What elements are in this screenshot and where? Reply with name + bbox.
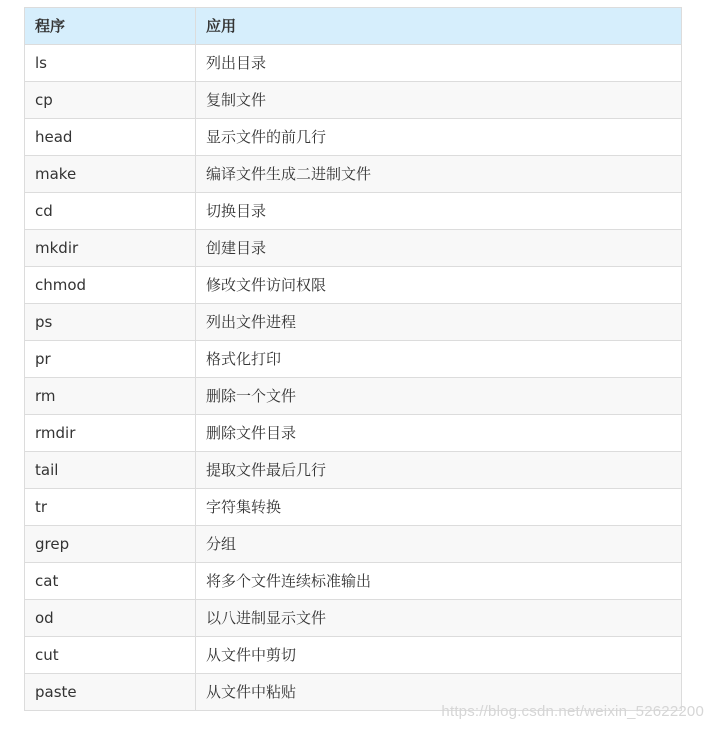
application-cell: 删除文件目录 — [196, 415, 682, 452]
table-row — [25, 489, 682, 526]
application-cell: 切换目录 — [196, 193, 682, 230]
table-row — [25, 452, 682, 489]
program-cell: cat — [25, 563, 196, 600]
program-cell: grep — [25, 526, 196, 563]
table-row — [25, 230, 682, 267]
application-cell: 字符集转换 — [196, 489, 682, 526]
application-cell: 显示文件的前几行 — [196, 119, 682, 156]
application-cell: 将多个文件连续标准输出 — [196, 563, 682, 600]
table-row — [25, 378, 682, 415]
program-cell: ps — [25, 304, 196, 341]
table-header-row — [25, 8, 682, 45]
application-cell: 复制文件 — [196, 82, 682, 119]
application-cell: 以八进制显示文件 — [196, 600, 682, 637]
table-row — [25, 45, 682, 82]
program-cell: cp — [25, 82, 196, 119]
application-cell: 分组 — [196, 526, 682, 563]
application-cell: 列出文件进程 — [196, 304, 682, 341]
table-row — [25, 341, 682, 378]
program-cell: ls — [25, 45, 196, 82]
application-cell: 从文件中粘贴 — [196, 674, 682, 711]
program-cell: tr — [25, 489, 196, 526]
command-table — [24, 7, 682, 711]
table-row — [25, 82, 682, 119]
program-cell: rm — [25, 378, 196, 415]
program-cell: paste — [25, 674, 196, 711]
table-row — [25, 415, 682, 452]
program-cell: head — [25, 119, 196, 156]
program-cell: chmod — [25, 267, 196, 304]
header-application: 应用 — [196, 8, 682, 45]
application-cell: 创建目录 — [196, 230, 682, 267]
program-cell: mkdir — [25, 230, 196, 267]
application-cell: 从文件中剪切 — [196, 637, 682, 674]
table-row — [25, 119, 682, 156]
application-cell: 编译文件生成二进制文件 — [196, 156, 682, 193]
program-cell: pr — [25, 341, 196, 378]
table-row — [25, 637, 682, 674]
table-row — [25, 267, 682, 304]
program-cell: tail — [25, 452, 196, 489]
application-cell: 修改文件访问权限 — [196, 267, 682, 304]
table-row — [25, 600, 682, 637]
table-row — [25, 563, 682, 600]
application-cell: 列出目录 — [196, 45, 682, 82]
application-cell: 提取文件最后几行 — [196, 452, 682, 489]
application-cell: 删除一个文件 — [196, 378, 682, 415]
table-row — [25, 156, 682, 193]
program-cell: make — [25, 156, 196, 193]
header-program: 程序 — [25, 8, 196, 45]
watermark: https://blog.csdn.net/weixin_52622200 — [441, 703, 704, 720]
table-row — [25, 526, 682, 563]
table-row — [25, 193, 682, 230]
command-table-container — [24, 7, 681, 711]
program-cell: cd — [25, 193, 196, 230]
program-cell: od — [25, 600, 196, 637]
application-cell: 格式化打印 — [196, 341, 682, 378]
program-cell: cut — [25, 637, 196, 674]
program-cell: rmdir — [25, 415, 196, 452]
table-body — [25, 45, 682, 711]
table-row — [25, 304, 682, 341]
